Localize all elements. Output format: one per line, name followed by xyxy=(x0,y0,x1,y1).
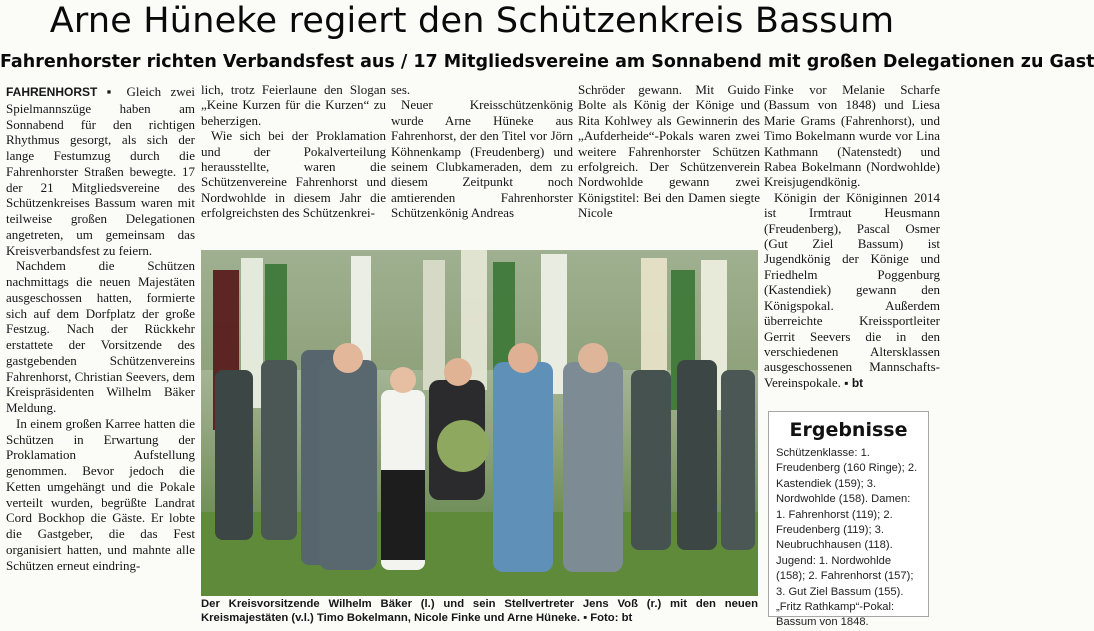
article-column-5 xyxy=(764,82,940,391)
article-paragraph: ses. xyxy=(391,82,411,97)
results-text: Schützenklasse: 1. Freudenberg (160 Ringe); 2. Kastendiek (159); 3. Nordwohlde (158). Damen: 1. Fahrenhorst (119); 2. Freudenberg (119); 3. Neubruchhausen (118). Jugend: 1. Nordwohlde (158); 2. Fahrenhorst (157); 3. Gut Ziel Bassum (155). „Fritz Rathkamp“-Pokal: Bassum von 1848. xyxy=(776,447,918,629)
article-column-4 xyxy=(578,82,760,221)
article-paragraph: Königin der Königinnen 2014 ist Irmtraut Heusmann (Freudenberg), Pascal Osmer (Gut Ziel Bassum) ist Jugendkönig der Könige und Friedhelm Poggenburg (Kastendiek) gewann den Königspokal. Außerdem überreichte Kreissportleiter Gerrit Seevers die in den verschiedenen Altersklassen ausgeschossenen Mannschafts-Vereinspokale. ▪ bt xyxy=(764,189,940,390)
article-paragraph: Nachdem die Schützen nachmittags die neuen Majestäten ausgeschossen hatten, formierte sich auf dem Dorfplatz der große Festzug. Nach der Rückkehr erstattete der Vorsitzende des gastgebenden Schützenvereins Fahrenhorst, Christian Seevers, dem Kreispräsidenten Wilhelm Bäker Meldung. xyxy=(6,258,195,415)
author-mark: ▪ bt xyxy=(840,375,864,390)
article-paragraph: lich, trotz Feierlaune den Slogan „Keine Kurzen für die Kurzen“ zu beherzigen. xyxy=(201,82,386,128)
article-paragraph: Wie sich bei der Proklamation und der Pokalverteilung herausstellte, waren die Schützenvereine Fahrenhorst und Nordwohlde in diesem Jahr die erfolgreichsten des Schützenkrei- xyxy=(201,128,386,221)
article-paragraph: In einem großen Karree hatten die Schützen in Erwartung der Proklamation Aufstellung genommen. Bevor jedoch die Ketten umgehängt und die Pokale verteilt wurden, begrüßte Landrat Cord Bockhop die Gäste. Er lobte die Gastgeber, die das Fest organisiert hatten, und mahnte alle Schützen erneut eindring- xyxy=(6,415,195,573)
article-column-1 xyxy=(6,84,195,573)
headline: Arne Hüneke regiert den Schützenkreis Bassum xyxy=(49,1,895,41)
results-box xyxy=(768,411,929,629)
subheadline: Fahrenhorster richten Verbandsfest aus / 17 Mitgliedsvereine am Sonnabend mit großen Delegationen zu Gast xyxy=(0,52,1094,72)
article-paragraph: FAHRENHORST ▪ Gleich zwei Spielmannszüge haben am Sonnabend für den richtigen Rhythmus gesorgt, als sich der lange Festumzug durch die Fahrenhorster Straßen bewegte. 17 der 21 Mitgliedsvereine des Schützenkreises Bassum waren mit teilweise großen Delegationen angetreten, um gemeinsam das Kreisverbandsfest zu feiern. xyxy=(6,84,195,258)
photo-caption: Der Kreisvorsitzende Wilhelm Bäker (l.) und sein Stellvertreter Jens Voß (r.) mit den neuen Kreismajestäten (v.l.) Timo Bokelmann, Nicole Finke und Arne Hüneke. ▪ Foto: bt xyxy=(201,598,758,624)
article-paragraph: Schröder gewann. Mit Guido Bolte als König der Könige und Rita Kohlwey als Gewinnerin des „Aufderheide“-Pokals waren zwei weitere Fahrenhorster Schützen erfolgreich. Der Schützenverein Nordwohlde gewann zwei Königstitel: Bei den Damen siegte Nicole xyxy=(578,82,760,221)
results-title: Ergebnisse xyxy=(789,419,908,441)
article-paragraph: Neuer Kreisschützenkönig wurde Arne Hüneke aus Fahrenhorst, der den Titel vor Jörn Köhnenkamp (Freudenberg) und seinem Clubkameraden, dem zu diesem Zeitpunkt noch amtierenden Fahrenhorster Schützenkönig Andreas xyxy=(391,97,573,221)
article-column-2 xyxy=(201,82,386,221)
article-column-3 xyxy=(391,82,573,221)
group-photo xyxy=(201,250,758,596)
dateline: FAHRENHORST xyxy=(6,85,98,99)
article-paragraph: Finke vor Melanie Scharfe (Bassum von 1848) und Liesa Marie Grams (Fahrenhorst), und Timo Bokelmann wurde vor Lina Kathmann (Natenstedt) und Rabea Bokelmann (Nordwohlde) Kreisjugendkönig. xyxy=(764,82,940,190)
